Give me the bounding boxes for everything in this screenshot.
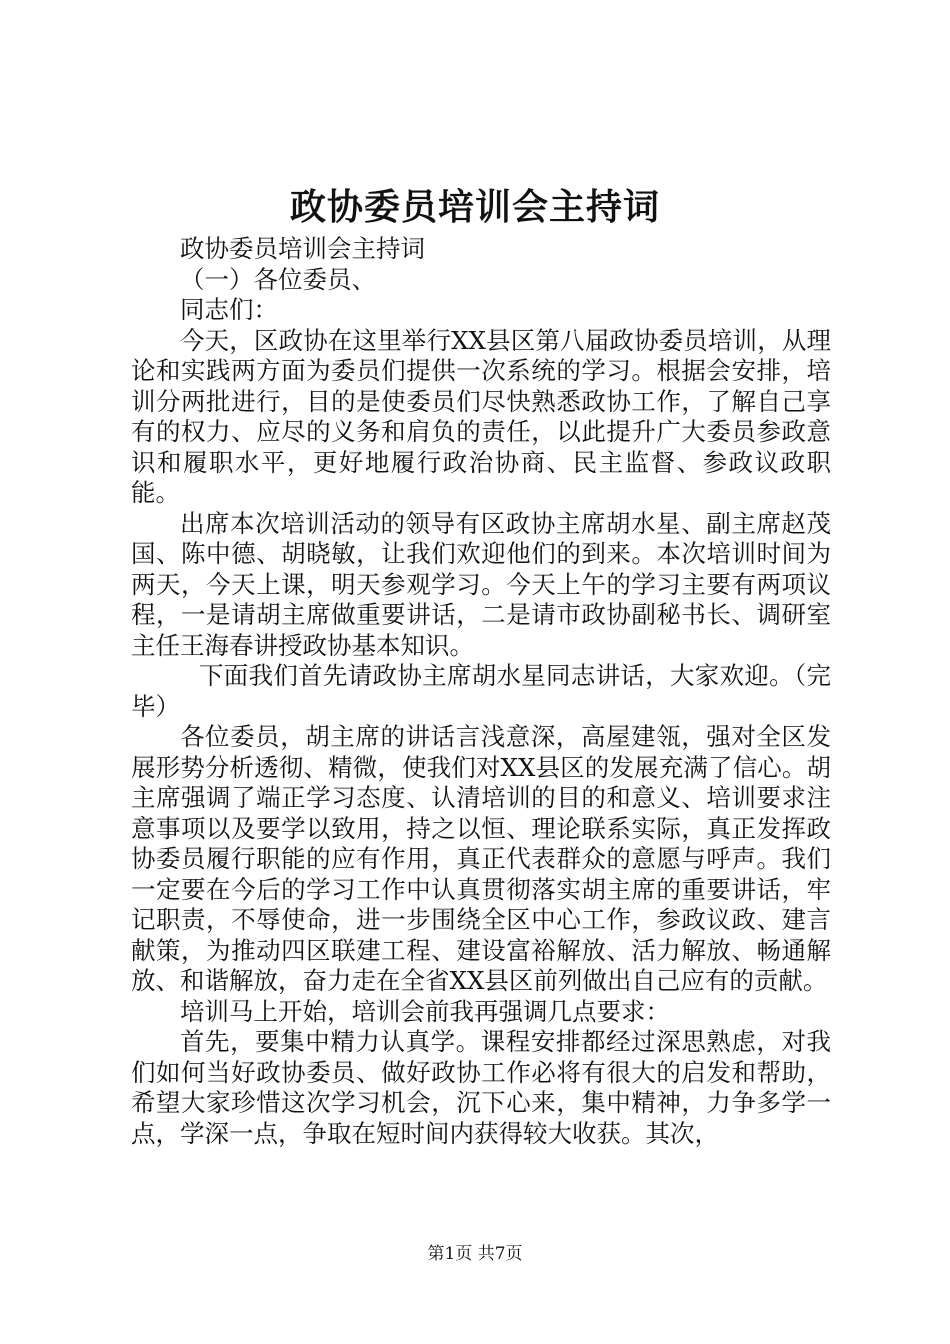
paragraph: 各位委员，胡主席的讲话言浅意深，高屋建瓴，强对全区发展形势分析透彻、精微，使我们对XX县区的发展充满了信心。胡主席强调了端正学习态度、认清培训的目的和意义、培训要求注意事项以及要学以致用，持之以恒、理论联系实际，真正发挥政协委员履行职能的应有作用，真正代表群众的意愿与呼声。我们一定要在今后的学习工作中认真贯彻落实胡主席的重要讲话，牢记职责，不辱使命，进一步围绕全区中心工作，参政议政、建言献策，为推动四区联建工程、建设富裕解放、活力解放、畅通解放、和谐解放，奋力走在全省XX县区前列做出自己应有的贡献。: [131, 722, 831, 995]
document-body: [131, 234, 831, 1149]
paragraph: 首先，要集中精力认真学。课程安排都经过深思熟虑，对我们如何当好政协委员、做好政协工作必将有很大的启发和帮助，希望大家珍惜这次学习机会，沉下心来，集中精神，力争多学一点，学深一点，争取在短时间内获得较大收获。其次，: [131, 1027, 831, 1148]
paragraph: 今天，区政协在这里举行XX县区第八届政协委员培训，从理论和实践两方面为委员们提供一次系统的学习。根据会安排，培训分两批进行，目的是使委员们尽快熟悉政协工作，了解自己享有的权力、应尽的义务和肩负的责任，以此提升广大委员参政意识和履职水平，更好地履行政治协商、民主监督、参政议政职能。: [131, 325, 831, 507]
paragraph-salutation-1: （一）各位委员、: [180, 264, 376, 294]
paragraph-salutation-2: 同志们：: [180, 295, 278, 324]
paragraph: 培训马上开始，培训会前我再强调几点要求：: [180, 996, 670, 1026]
document-title: 政协委员培训会主持词: [289, 186, 660, 228]
paragraph: 出席本次培训活动的领导有区政协主席胡水星、副主席赵茂国、陈中德、胡晓敏，让我们欢迎他们的到来。本次培训时间为两天，今天上课，明天参观学习。今天上午的学习主要有两项议程，一是请胡主席做重要讲话，二是请市政协副秘书长、调研室主任王海春讲授政协基本知识。: [131, 508, 831, 660]
page-number-footer: 第1页 共7页: [427, 1244, 523, 1264]
paragraph: 下面我们首先请政协主席胡水星同志讲话，大家欢迎。（完毕）: [131, 661, 831, 721]
paragraph-heading: 政协委员培训会主持词: [180, 234, 425, 263]
